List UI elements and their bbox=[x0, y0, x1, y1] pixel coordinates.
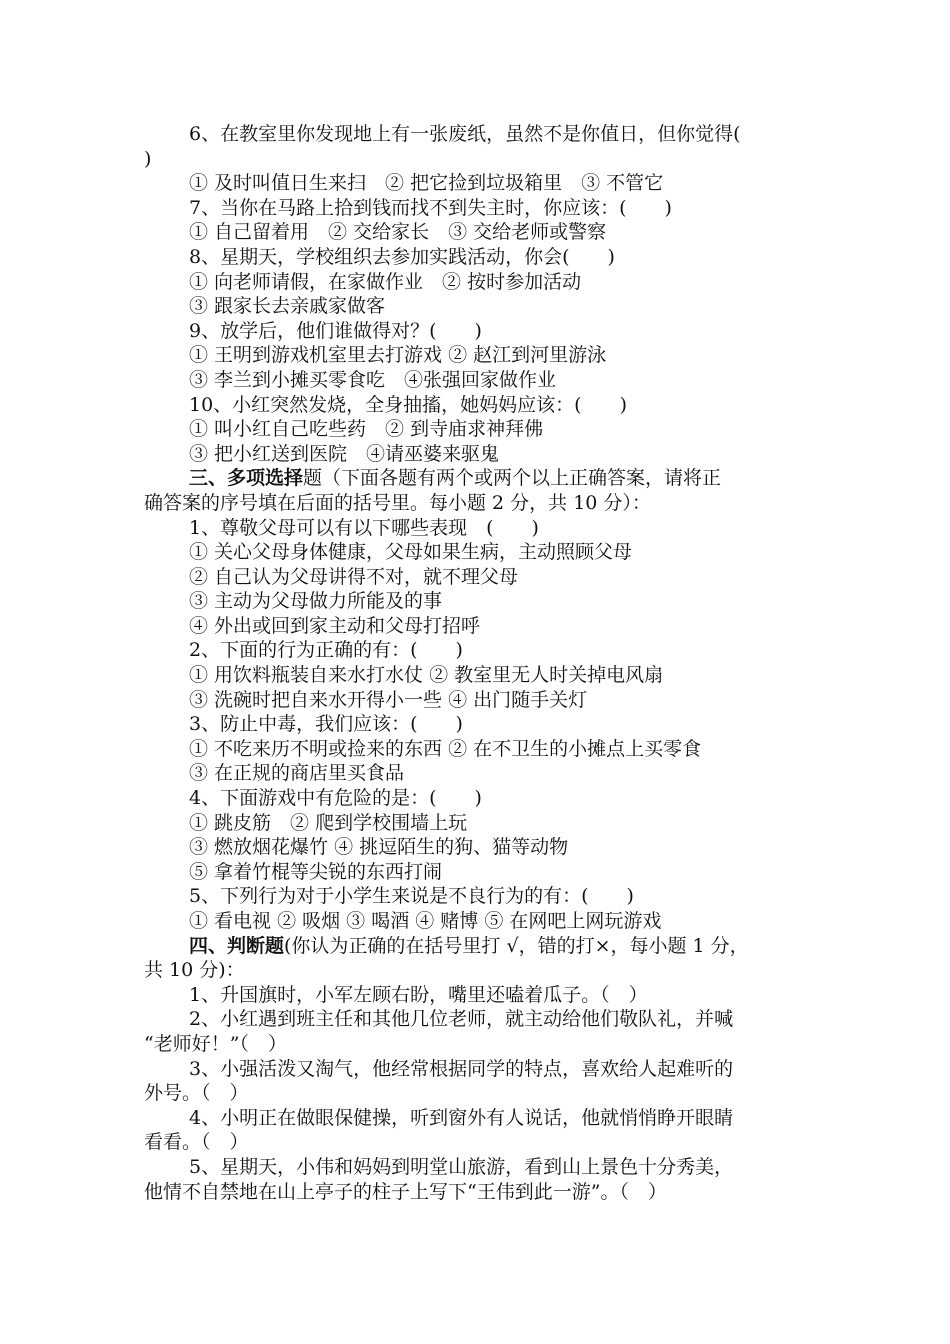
section-instructions-cont: 共 10 分)： bbox=[144, 959, 245, 982]
option-line: ① 不吃来历不明或捡来的东西 ② 在不卫生的小摊点上买零食 bbox=[189, 737, 702, 760]
option-line: ① 及时叫值日生来扫 ② 把它捡到垃圾箱里 ③ 不管它 bbox=[189, 172, 664, 195]
judgment-item: 4、小明正在做眼保健操，听到窗外有人说话，他就悄悄睁开眼睛 bbox=[189, 1106, 734, 1129]
judgment-item-cont: 看看。（ ） bbox=[144, 1131, 249, 1154]
document-page bbox=[144, 122, 810, 1204]
option-line: ① 向老师请假，在家做作业 ② 按时参加活动 bbox=[189, 270, 582, 293]
section-title: 三、多项选择 bbox=[189, 467, 304, 490]
judgment-item: 5、星期天，小伟和妈妈到明堂山旅游，看到山上景色十分秀美， bbox=[189, 1155, 734, 1178]
option-line: ① 王明到游戏机室里去打游戏 ② 赵江到河里游泳 bbox=[189, 344, 607, 367]
judgment-item-cont: 他情不自禁地在山上亭子的柱子上写下“王伟到此一游”。（ ） bbox=[144, 1180, 667, 1203]
question-line: 2、下面的行为正确的有：( ) bbox=[189, 639, 463, 662]
option-line: ⑤ 拿着竹棍等尖锐的东西打闹 bbox=[189, 860, 443, 883]
option-line: ① 自己留着用 ② 交给家长 ③ 交给老师或警察 bbox=[189, 221, 607, 244]
option-line: ③ 燃放烟花爆竹 ④ 挑逗陌生的狗、猫等动物 bbox=[189, 836, 569, 859]
judgment-item: 3、小强活泼又淘气，他经常根据同学的特点，喜欢给人起难听的 bbox=[189, 1057, 734, 1080]
section-title: 四、判断题 bbox=[189, 934, 285, 957]
section-instructions-cont: 确答案的序号填在后面的括号里。每小题 2 分，共 10 分）： bbox=[144, 491, 651, 514]
question-line: 4、下面游戏中有危险的是：( ) bbox=[189, 787, 482, 810]
option-line: ③ 跟家长去亲戚家做客 bbox=[189, 295, 386, 318]
judgment-item-cont: 外号。（ ） bbox=[144, 1082, 249, 1105]
option-line: ③ 在正规的商店里买食品 bbox=[189, 762, 405, 785]
option-line: ① 关心父母身体健康，父母如果生病，主动照顾父母 bbox=[189, 541, 633, 564]
option-line: ② 自己认为父母讲得不对，就不理父母 bbox=[189, 565, 519, 588]
option-line: ③ 主动为父母做力所能及的事 bbox=[189, 590, 443, 613]
option-line: ④ 外出或回到家主动和父母打招呼 bbox=[189, 614, 481, 637]
option-line: ③ 把小红送到医院 ④请巫婆来驱鬼 bbox=[189, 442, 500, 465]
question-line: 5、下列行为对于小学生来说是不良行为的有：( ) bbox=[189, 885, 634, 908]
judgment-item: 2、小红遇到班主任和其他几位老师，就主动给他们敬队礼，并喊 bbox=[189, 1008, 734, 1031]
option-line: ③ 李兰到小摊买零食吃 ④张强回家做作业 bbox=[189, 368, 557, 391]
question-line: 6、在教室里你发现地上有一张废纸，虽然不是你值日，但你觉得( bbox=[189, 123, 741, 145]
question-line: 9、放学后，他们谁做得对？( ) bbox=[189, 319, 482, 342]
question-line: 7、当你在马路上拾到钱而找不到失主时，你应该：( ) bbox=[189, 196, 672, 219]
question-line: 3、防止中毒，我们应该：( ) bbox=[189, 713, 463, 736]
option-line: ③ 洗碗时把自来水开得小一些 ④ 出门随手关灯 bbox=[189, 688, 588, 711]
judgment-item: 1、升国旗时，小军左顾右盼，嘴里还嗑着瓜子。（ ） bbox=[189, 983, 648, 1006]
option-line: ① 跳皮筋 ② 爬到学校围墙上玩 bbox=[189, 811, 468, 834]
section-heading bbox=[144, 934, 810, 959]
judgment-item-cont: “老师好！”（ ） bbox=[144, 1032, 287, 1055]
section-instructions: (你认为正确的在括号里打 √，错的打×，每小题 1 分， bbox=[284, 934, 749, 957]
question-line: 1、尊敬父母可以有以下哪些表现 ( ) bbox=[189, 516, 539, 539]
option-line: ① 用饮料瓶装自来水打水仗 ② 教室里无人时关掉电风扇 bbox=[189, 664, 664, 687]
question-line: 10、小红突然发烧，全身抽搐，她妈妈应该：( ) bbox=[189, 393, 628, 416]
option-line: ① 叫小红自己吃些药 ② 到寺庙求神拜佛 bbox=[189, 418, 544, 441]
section-instructions: 题（下面各题有两个或两个以上正确答案，请将正 bbox=[303, 467, 722, 490]
section-heading bbox=[144, 466, 810, 491]
question-line: ) bbox=[144, 147, 152, 170]
option-line: ① 看电视 ② 吸烟 ③ 喝酒 ④ 赌博 ⑤ 在网吧上网玩游戏 bbox=[189, 910, 662, 932]
question-line: 8、星期天，学校组织去参加实践活动，你会( ) bbox=[189, 245, 615, 268]
